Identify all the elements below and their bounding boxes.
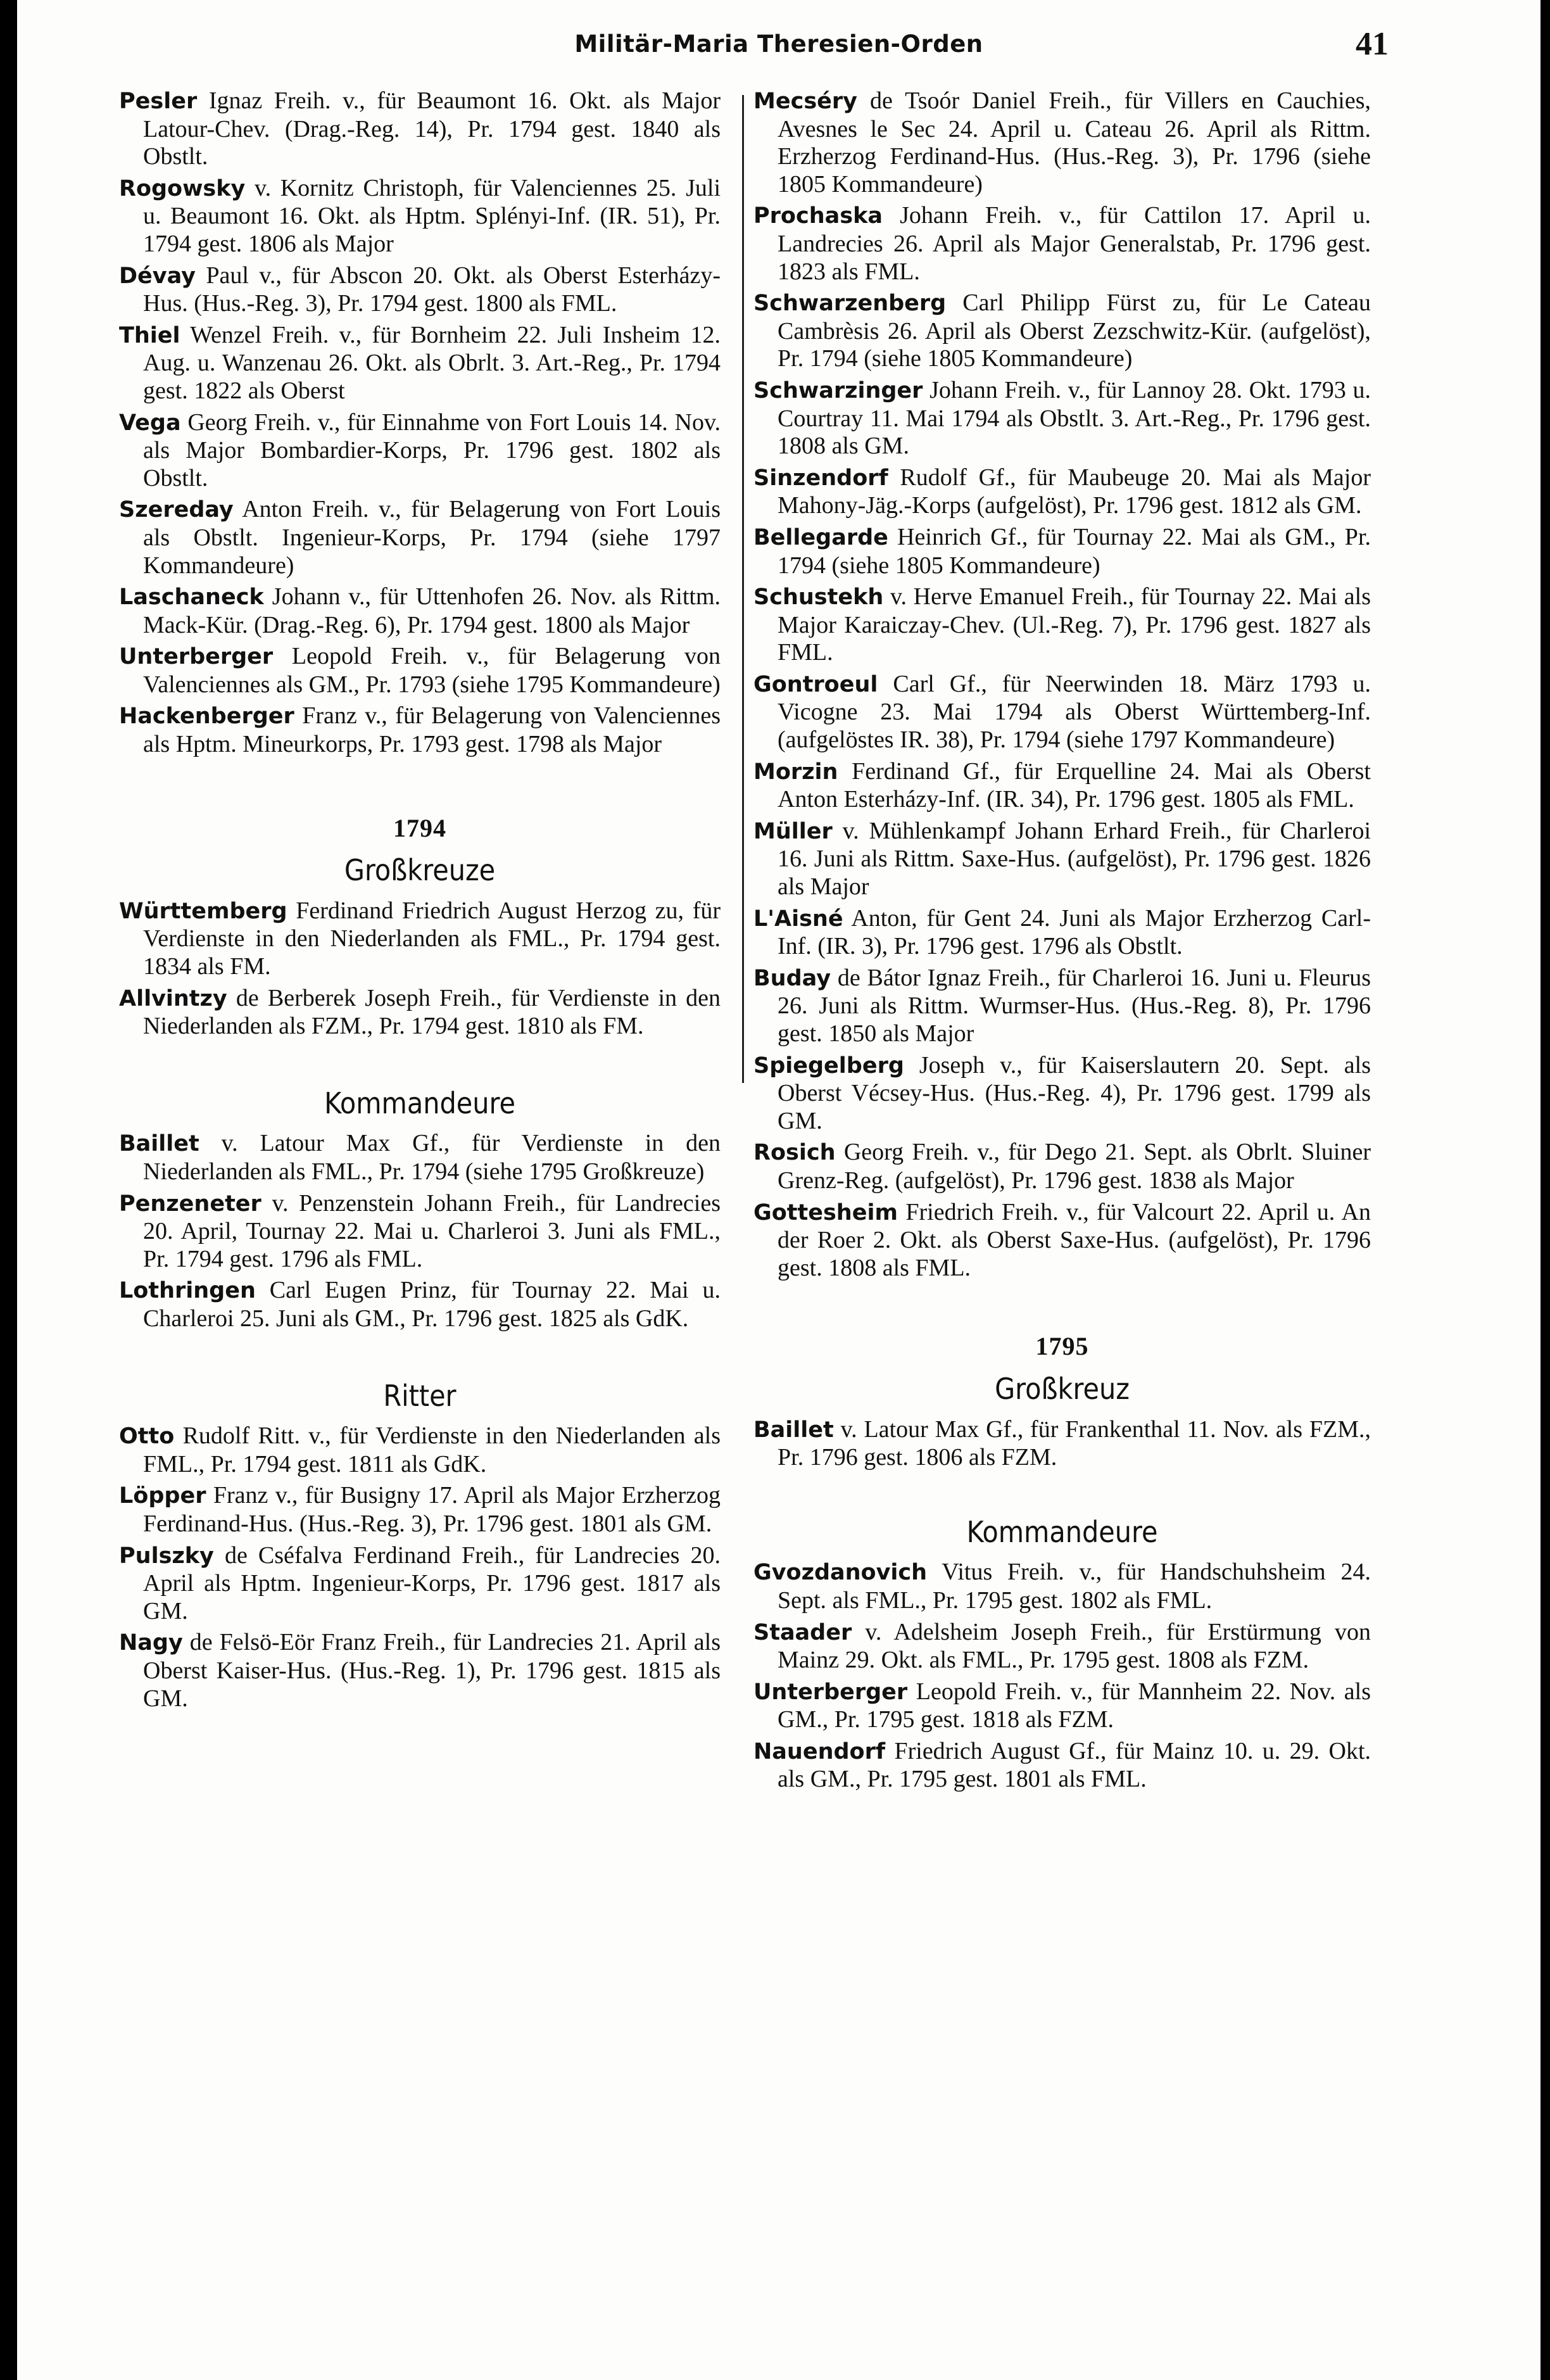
entry-surname: Nagy bbox=[119, 1630, 183, 1656]
entry-surname: Unterberger bbox=[119, 644, 274, 670]
register-entry bbox=[119, 322, 721, 405]
entry-surname: Gontroeul bbox=[753, 671, 878, 697]
entry-surname: Dévay bbox=[119, 263, 196, 289]
section-heading-kommandeure-1795: Kommandeure bbox=[966, 1514, 1158, 1549]
entry-details: v. Herve Emanuel Freih., für Tournay 22. Mai als Major Karaiczay-Chev. (Ul.-Reg. 7), Pr. 1796 gest. 1827 als FML. bbox=[778, 583, 1371, 666]
register-entry bbox=[753, 583, 1371, 667]
entry-surname: Baillet bbox=[119, 1131, 199, 1157]
entry-surname: Szereday bbox=[119, 497, 234, 523]
entry-details: Ignaz Freih. v., für Beaumont 16. Okt. als Major Latour-Chev. (Drag.-Reg. 14), Pr. 1794 gest. 1840 als Obstlt. bbox=[143, 87, 721, 170]
entry-details: Johann Freih. v., für Lannoy 28. Okt. 1793 u. Courtray 11. Mai 1794 als Obstlt. 3. Art.-Reg., Pr. 1796 gest. 1808 als GM. bbox=[778, 376, 1371, 460]
entry-details: v. Adelsheim Joseph Freih., für Erstürmung von Mainz 29. Okt. als FML., Pr. 1795 gest. 1808 als FZM. bbox=[778, 1618, 1371, 1674]
register-entry bbox=[119, 1277, 721, 1332]
entry-details: de Berberek Joseph Freih., für Verdienste in den Niederlanden als FZM., Pr. 1794 gest. 1810 als FM. bbox=[143, 984, 721, 1040]
entry-surname: Schwarzenberg bbox=[753, 291, 947, 317]
register-entry bbox=[753, 758, 1371, 814]
entry-surname: Mecséry bbox=[753, 89, 857, 114]
right-column bbox=[753, 87, 1371, 1797]
entry-details: Georg Freih. v., für Einnahme von Fort Louis 14. Nov. als Major Bombardier-Korps, Pr. 1796 gest. 1802 als Obstlt. bbox=[143, 408, 721, 491]
entry-surname: Bellegarde bbox=[753, 524, 888, 550]
register-entry bbox=[753, 1559, 1371, 1614]
entry-details: Johann Freih. v., für Cattilon 17. April u. Landrecies 26. April als Major Generalstab, Pr. 1796 gest. 1823 als FML. bbox=[778, 202, 1371, 285]
grosskreuze-list bbox=[119, 897, 721, 1041]
entry-surname: Spiegelberg bbox=[753, 1053, 904, 1079]
entry-details: Carl Philipp Fürst zu, für Le Cateau Cambrèsis 26. April als Oberst Zezschwitz-Kür. (aufgelöst), Pr. 1794 (siehe 1805 Kommandeure) bbox=[778, 289, 1371, 372]
entry-surname: Baillet bbox=[753, 1417, 834, 1443]
entry-surname: Gvozdanovich bbox=[753, 1560, 928, 1586]
register-entry bbox=[119, 897, 721, 981]
entry-details: v. Penzenstein Johann Freih., für Landrecies 20. April, Tournay 22. Mai u. Charleroi 3. Juni als FML., Pr. 1794 gest. 1796 als FML. bbox=[143, 1189, 721, 1272]
entry-details: Franz v., für Busigny 17. April als Major Erzherzog Ferdinand-Hus. (Hus.-Reg. 3), Pr. 1796 gest. 1801 als GM. bbox=[143, 1482, 721, 1537]
ritter-list bbox=[119, 1422, 721, 1712]
register-entry bbox=[753, 464, 1371, 520]
entry-surname: Lothringen bbox=[119, 1278, 256, 1304]
entry-surname: Schustekh bbox=[753, 585, 884, 611]
register-entry bbox=[119, 87, 721, 171]
entry-details: Joseph v., für Kaiserslautern 20. Sept. als Oberst Vécsey-Hus. (Hus.-Reg. 4), Pr. 1796 gest. 1799 als GM. bbox=[778, 1051, 1371, 1134]
register-entry bbox=[119, 1422, 721, 1478]
entry-details: Anton, für Gent 24. Juni als Major Erzherzog Carl-Inf. (IR. 3), Pr. 1796 gest. 1796 als Obstlt. bbox=[778, 904, 1371, 960]
register-entry bbox=[753, 289, 1371, 373]
entry-details: de Felsö-Eör Franz Freih., für Landrecies 21. April als Oberst Kaiser-Hus. (Hus.-Reg. 1), Pr. 1796 gest. 1815 als GM. bbox=[143, 1629, 721, 1712]
register-entry bbox=[753, 1199, 1371, 1282]
entry-details: Vitus Freih. v., für Handschuhsheim 24. Sept. als FML., Pr. 1795 gest. 1802 als FML. bbox=[778, 1559, 1371, 1614]
register-entry bbox=[119, 409, 721, 493]
entry-details: v. Kornitz Christoph, für Valenciennes 25. Juli u. Beaumont 16. Okt. als Hptm. Splényi-Inf. (IR. 51), Pr. 1794 gest. 1806 als Major bbox=[143, 174, 721, 257]
entry-surname: Morzin bbox=[753, 759, 838, 785]
entry-surname: Allvintzy bbox=[119, 985, 227, 1011]
grosskreuz-list bbox=[753, 1416, 1371, 1472]
entry-surname: L'Aisné bbox=[753, 906, 843, 932]
register-entry bbox=[119, 985, 721, 1041]
entry-details: v. Latour Max Gf., für Frankenthal 11. Nov. als FZM., Pr. 1796 gest. 1806 als FZM. bbox=[778, 1415, 1371, 1471]
register-entry bbox=[119, 1190, 721, 1274]
register-entry bbox=[119, 496, 721, 579]
register-entry bbox=[753, 818, 1371, 901]
entry-surname: Rogowsky bbox=[119, 175, 246, 201]
section-heading-kommandeure: Kommandeure bbox=[324, 1086, 515, 1120]
entry-details: Leopold Freih. v., für Mannheim 22. Nov. als GM., Pr. 1795 gest. 1818 als FZM. bbox=[778, 1678, 1371, 1733]
entry-details: de Bátor Ignaz Freih., für Charleroi 16. Juni u. Fleurus 26. Juni als Rittm. Wurmser-Hus. (Hus.-Reg. 8), Pr. 1796 gest. 1850 als Major bbox=[778, 964, 1371, 1047]
entry-details: v. Latour Max Gf., für Verdienste in den Niederlanden als FML., Pr. 1794 (siehe 1795 Großkreuze) bbox=[143, 1130, 721, 1185]
register-entry bbox=[119, 1482, 721, 1538]
entry-details: Carl Eugen Prinz, für Tournay 22. Mai u. Charleroi 25. Juni als GM., Pr. 1796 gest. 1825 als GdK. bbox=[143, 1277, 721, 1332]
entry-details: Ferdinand Gf., für Erquelline 24. Mai als Oberst Anton Esterházy-Inf. (IR. 34), Pr. 1796 gest. 1805 als FML. bbox=[778, 757, 1371, 813]
entry-details: Friedrich August Gf., für Mainz 10. u. 29. Okt. als GM., Pr. 1795 gest. 1801 als FML. bbox=[778, 1737, 1371, 1793]
entry-surname: Pesler bbox=[119, 89, 198, 114]
entry-details: de Cséfalva Ferdinand Freih., für Landrecies 20. April als Hptm. Ingenieur-Korps, Pr. 1796 gest. 1817 als GM. bbox=[143, 1541, 721, 1624]
entry-surname: Löpper bbox=[119, 1483, 206, 1509]
register-entry bbox=[753, 1678, 1371, 1734]
register-entry bbox=[753, 1052, 1371, 1136]
page-number: 41 bbox=[1356, 26, 1389, 62]
register-entry bbox=[119, 702, 721, 758]
entry-surname: Rosich bbox=[753, 1140, 836, 1166]
entry-details: Rudolf Ritt. v., für Verdienste in den Niederlanden als FML., Pr. 1794 gest. 1811 als GdK. bbox=[143, 1422, 721, 1478]
register-entry bbox=[753, 1738, 1371, 1794]
entry-surname: Gottesheim bbox=[753, 1199, 898, 1225]
register-entry bbox=[753, 377, 1371, 460]
entry-surname: Thiel bbox=[119, 322, 180, 348]
entry-surname: Laschaneck bbox=[119, 585, 264, 611]
register-entry bbox=[753, 1416, 1371, 1472]
register-entry bbox=[753, 905, 1371, 961]
entry-details: Ferdinand Friedrich August Herzog zu, für Verdienste in den Niederlanden als FML., Pr. 1794 gest. 1834 als FM. bbox=[143, 897, 721, 980]
entry-details: de Tsoór Daniel Freih., für Villers en Cauchies, Avesnes le Sec 24. April u. Cateau 26. April als Rittm. Erzherzog Ferdinand-Hus. (Hus.-Reg. 3), Pr. 1796 (siehe 1805 Kommandeure) bbox=[778, 87, 1371, 198]
entry-surname: Schwarzinger bbox=[753, 377, 923, 403]
register-entry bbox=[119, 583, 721, 639]
register-entry bbox=[753, 1139, 1371, 1194]
entries-1793-cont bbox=[119, 87, 721, 759]
entry-surname: Unterberger bbox=[753, 1679, 908, 1705]
entry-details: Rudolf Gf., für Maubeuge 20. Mai als Major Mahony-Jäg.-Korps (aufgelöst), Pr. 1796 gest. 1812 als GM. bbox=[778, 464, 1371, 519]
register-entry bbox=[119, 643, 721, 699]
book-page bbox=[17, 0, 1541, 2380]
register-entry bbox=[753, 202, 1371, 286]
register-entry bbox=[119, 262, 721, 318]
entry-details: Anton Freih. v., für Belagerung von Fort Louis als Obstlt. Ingenieur-Korps, Pr. 1794 (siehe 1797 Kommandeure) bbox=[143, 496, 721, 579]
register-entry bbox=[119, 1542, 721, 1626]
entry-details: Heinrich Gf., für Tournay 22. Mai als GM., Pr. 1794 (siehe 1805 Kommandeure) bbox=[778, 523, 1371, 579]
entry-surname: Otto bbox=[119, 1424, 175, 1450]
entry-surname: Württemberg bbox=[119, 898, 287, 924]
register-entry bbox=[753, 965, 1371, 1048]
register-entry bbox=[119, 175, 721, 258]
register-entry bbox=[753, 1619, 1371, 1674]
register-entry bbox=[753, 671, 1371, 754]
section-heading-ritter: Ritter bbox=[383, 1378, 457, 1413]
entry-details: Friedrich Freih. v., für Valcourt 22. April u. An der Roer 2. Okt. als Oberst Saxe-Hus. (aufgelöst), Pr. 1796 gest. 1808 als FML. bbox=[778, 1198, 1371, 1281]
register-entry bbox=[753, 87, 1371, 198]
entry-surname: Buday bbox=[753, 965, 831, 991]
section-heading-grosskreuze: Großkreuze bbox=[344, 853, 496, 888]
year-heading-1795: 1795 bbox=[1035, 1332, 1089, 1361]
kommandeure-list-1795 bbox=[753, 1559, 1371, 1794]
entry-surname: Penzeneter bbox=[119, 1191, 261, 1217]
entry-surname: Nauendorf bbox=[753, 1738, 886, 1764]
running-head: Militär-Maria Theresien-Orden bbox=[574, 30, 983, 58]
register-entry bbox=[119, 1130, 721, 1186]
entry-surname: Prochaska bbox=[753, 203, 883, 229]
entry-surname: Pulszky bbox=[119, 1543, 214, 1569]
entry-details: Leopold Freih. v., für Belagerung von Valenciennes als GM., Pr. 1793 (siehe 1795 Kommandeure) bbox=[143, 643, 721, 698]
entry-surname: Hackenberger bbox=[119, 704, 294, 730]
register-entry bbox=[753, 524, 1371, 579]
entry-details: Paul v., für Abscon 20. Okt. als Oberst Esterházy-Hus. (Hus.-Reg. 3), Pr. 1794 gest. 1800 als FML. bbox=[143, 262, 721, 317]
year-heading-1794: 1794 bbox=[393, 813, 446, 842]
entry-details: Georg Freih. v., für Dego 21. Sept. als Obrlt. Sluiner Grenz-Reg. (aufgelöst), Pr. 1796 gest. 1838 als Major bbox=[778, 1139, 1371, 1194]
entry-surname: Müller bbox=[753, 818, 833, 844]
entry-details: Wenzel Freih. v., für Bornheim 22. Juli Insheim 12. Aug. u. Wanzenau 26. Okt. als Obrlt. 3. Art.-Reg., Pr. 1794 gest. 1822 als Oberst bbox=[143, 321, 721, 404]
entry-surname: Staader bbox=[753, 1619, 852, 1645]
entry-details: Johann v., für Uttenhofen 26. Nov. als Rittm. Mack-Kür. (Drag.-Reg. 6), Pr. 1794 gest. 1800 als Major bbox=[143, 583, 721, 638]
section-heading-grosskreuz: Großkreuz bbox=[995, 1371, 1130, 1406]
entry-surname: Sinzendorf bbox=[753, 465, 888, 491]
ritter-list-cont bbox=[753, 87, 1371, 1282]
entry-details: Carl Gf., für Neerwinden 18. März 1793 u. Vicogne 23. Mai 1794 als Oberst Württemberg-Inf. (aufgelöstes IR. 38), Pr. 1794 (siehe 1797 Kommandeure) bbox=[778, 670, 1371, 754]
entry-details: Franz v., für Belagerung von Valenciennes als Hptm. Mineurkorps, Pr. 1793 gest. 1798 als Major bbox=[143, 702, 721, 758]
left-column bbox=[119, 87, 721, 1716]
register-entry bbox=[119, 1629, 721, 1712]
column-divider bbox=[742, 95, 744, 1083]
entry-surname: Vega bbox=[119, 410, 181, 436]
entry-details: v. Mühlenkampf Johann Erhard Freih., für Charleroi 16. Juni als Rittm. Saxe-Hus. (aufgelöst), Pr. 1796 gest. 1826 als Major bbox=[778, 817, 1371, 901]
kommandeure-list bbox=[119, 1130, 721, 1332]
